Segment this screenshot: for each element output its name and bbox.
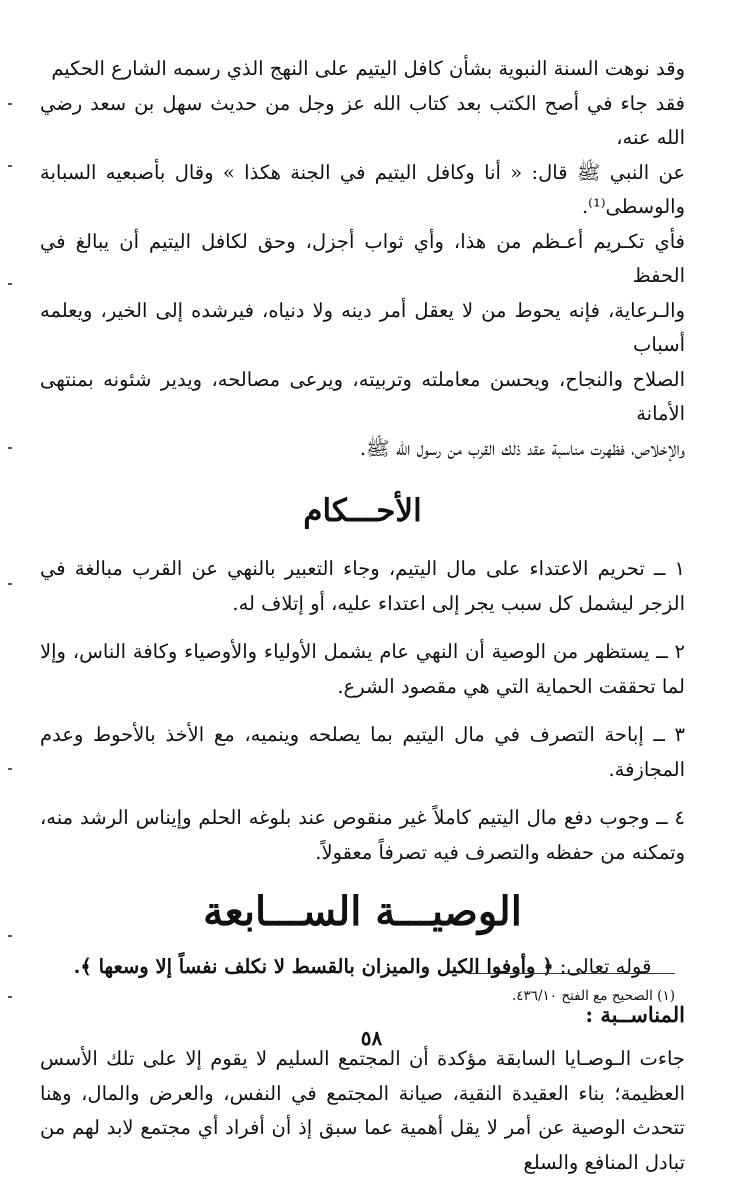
intro-line: الصلاح والنجاح، ويحسن معاملته وتربيته، ويرعى مصالحه، ويدير شئونه بمنتهى الأمانة (40, 367, 685, 425)
margin-mark (8, 165, 12, 167)
intro-line: والـرعاية، فإنه يحوط من لا يعقل أمر دينه ولا دنياه، فيرشده إلى الخير، ويعلمه أسباب (40, 298, 685, 356)
margin-mark (8, 996, 12, 998)
margin-mark (8, 768, 12, 770)
intro-line: فقد جاء في أصح الكتب بعد كتاب الله عز وجل من حديث سهل بن سعد رضي الله عنه، (40, 91, 685, 149)
wasiyya-heading: الوصيـــة الســـابعة (203, 888, 522, 935)
rule-item-4: ٤ ــ وجوب دفع مال اليتيم كاملاً غير منقوص عند بلوغه الحلم وإيناس الرشد منه، وتمكنه من حفظه والتصرف فيه تصرفاً معقولاً. (40, 806, 685, 864)
footnote-separator (468, 973, 675, 974)
intro-line: فأي تكـريم أعـظم من هذا، وأي ثواب أجزل، وحق لكافل اليتيم أن يبالغ في الحفظ (40, 229, 685, 287)
footnote: (١) الصحيح مع الفتح ٤٣٦/١٠. (511, 988, 675, 1004)
quote-prefix: قوله تعالى: (559, 955, 652, 978)
margin-mark (8, 447, 12, 449)
page-body (40, 52, 685, 1180)
intro-paragraph (40, 52, 685, 466)
rule-item-1: ١ ــ تحريم الاعتداء على مال اليتيم، وجاء التعبير بالنهي عن القرب مبالغة في الزجر ليشمل كل سبب يجر إلى اعتداء عليه، أو إتلاف له. (40, 557, 685, 615)
intro-line: عن النبي ﷺ قال: « أنا وكافل اليتيم في الجنة هكذا » وقال بأصبعيه السبابة والوسطى⁽¹⁾. (40, 160, 685, 218)
ahkam-heading: الأحـــكام (303, 493, 422, 529)
margin-mark (8, 935, 12, 937)
munasaba-label: المناســبة : (585, 1002, 685, 1027)
intro-line: والإخلاص، فظهرت مناسبة عقد ذلك القرب من رسول الله ﷺ. (359, 436, 685, 460)
margin-mark (8, 583, 12, 585)
intro-line: وقد نوهت السنة النبوية بشأن كافل اليتيم على النهج الذي رسمه الشارع الحكيم (51, 57, 685, 80)
margin-mark (8, 283, 12, 285)
page-number: ٥٨ (360, 1026, 383, 1050)
quote-text: ﴿ وأوفوا الكيل والميزان بالقسط لا نكلف نفساً إلا وسعها ﴾. (73, 955, 554, 978)
rule-item-2: ٢ ــ يستظهر من الوصية أن النهي عام يشمل الأولياء والأوصياء وكافة الناس، وإلا لما تحققت الحماية التي هي مقصود الشرع. (40, 640, 685, 698)
margin-mark (8, 103, 12, 105)
quran-quote (40, 950, 685, 984)
rule-item-3: ٣ ــ إباحة التصرف في مال اليتيم بما يصلحه وينميه، مع الأخذ بالأحوط وعدم المجازفة. (40, 723, 685, 781)
munasaba-paragraph: جاءت الـوصـايا السابقة مؤكدة أن المجتمع السليم لا يقوم إلا على تلك الأسس العظيمة؛ بناء العقيدة النقية، صيانة المجتمع في النفس، والعرض والمال، وهنا تتحدث الوصية عن أمر لا يقل أهمية عما سبق إذ أن أفراد أي مجتمع لابد لهم من تبادل المنافع والسلع (40, 1047, 685, 1174)
